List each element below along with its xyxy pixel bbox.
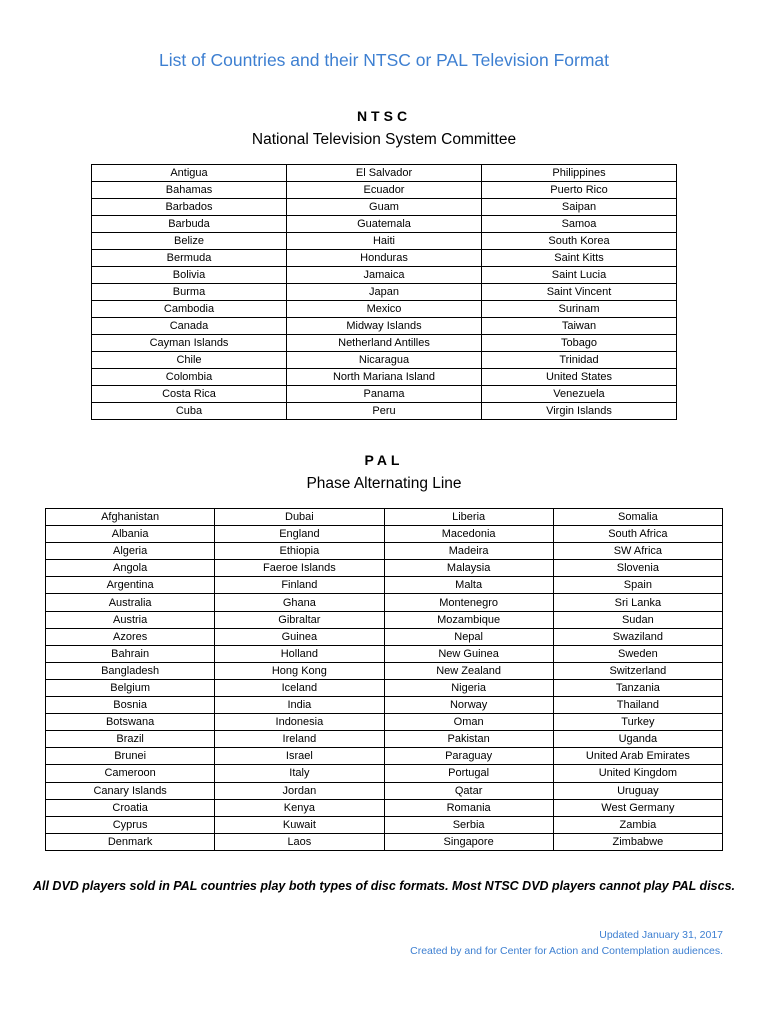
- country-cell: Honduras: [287, 250, 482, 267]
- ntsc-heading: NTSC: [356, 108, 412, 124]
- country-cell: Netherland Antilles: [287, 335, 482, 352]
- country-cell: Mexico: [287, 301, 482, 318]
- country-cell: Barbados: [92, 199, 287, 216]
- country-cell: India: [215, 697, 384, 714]
- country-cell: West Germany: [553, 799, 722, 816]
- table-row: [46, 543, 723, 560]
- country-cell: Philippines: [482, 165, 677, 182]
- country-cell: Pakistan: [384, 731, 553, 748]
- country-cell: England: [215, 526, 384, 543]
- table-row: [46, 799, 723, 816]
- table-row: [46, 560, 723, 577]
- table-row: [92, 182, 677, 199]
- pal-heading: PAL: [364, 452, 404, 468]
- country-cell: Spain: [553, 577, 722, 594]
- country-cell: Paraguay: [384, 748, 553, 765]
- country-cell: Ghana: [215, 594, 384, 611]
- table-row: [46, 509, 723, 526]
- country-cell: Saipan: [482, 199, 677, 216]
- country-cell: Saint Vincent: [482, 284, 677, 301]
- country-cell: United Arab Emirates: [553, 748, 722, 765]
- ntsc-subheading: National Television System Committee: [251, 131, 517, 148]
- country-cell: Surinam: [482, 301, 677, 318]
- country-cell: Hong Kong: [215, 662, 384, 679]
- country-cell: Trinidad: [482, 352, 677, 369]
- country-cell: New Guinea: [384, 645, 553, 662]
- country-cell: Faeroe Islands: [215, 560, 384, 577]
- country-cell: South Korea: [482, 233, 677, 250]
- country-cell: Switzerland: [553, 662, 722, 679]
- country-cell: Oman: [384, 714, 553, 731]
- country-cell: South Africa: [553, 526, 722, 543]
- table-row: [46, 594, 723, 611]
- country-cell: North Mariana Island: [287, 369, 482, 386]
- country-cell: Botswana: [46, 714, 215, 731]
- country-cell: Guam: [287, 199, 482, 216]
- country-cell: Algeria: [46, 543, 215, 560]
- country-cell: Angola: [46, 560, 215, 577]
- country-cell: Qatar: [384, 782, 553, 799]
- table-row: [92, 369, 677, 386]
- country-cell: Romania: [384, 799, 553, 816]
- country-cell: Thailand: [553, 697, 722, 714]
- country-cell: Cuba: [92, 403, 287, 420]
- country-cell: Montenegro: [384, 594, 553, 611]
- page-title: List of Countries and their NTSC or PAL Television Format: [158, 50, 609, 70]
- table-row: [46, 611, 723, 628]
- table-row: [92, 335, 677, 352]
- country-cell: Malaysia: [384, 560, 553, 577]
- country-cell: Brazil: [46, 731, 215, 748]
- country-cell: Indonesia: [215, 714, 384, 731]
- country-cell: Australia: [46, 594, 215, 611]
- country-cell: Costa Rica: [92, 386, 287, 403]
- country-cell: Taiwan: [482, 318, 677, 335]
- table-row: [46, 748, 723, 765]
- table-row: [92, 267, 677, 284]
- country-cell: Portugal: [384, 765, 553, 782]
- table-row: [46, 577, 723, 594]
- table-row: [92, 216, 677, 233]
- country-cell: Liberia: [384, 509, 553, 526]
- table-row: [46, 765, 723, 782]
- country-cell: Bolivia: [92, 267, 287, 284]
- country-cell: Guinea: [215, 628, 384, 645]
- country-cell: Singapore: [384, 833, 553, 850]
- table-row: [92, 199, 677, 216]
- country-cell: El Salvador: [287, 165, 482, 182]
- country-cell: New Zealand: [384, 662, 553, 679]
- country-cell: Bangladesh: [46, 662, 215, 679]
- country-cell: Macedonia: [384, 526, 553, 543]
- country-cell: Finland: [215, 577, 384, 594]
- country-cell: Austria: [46, 611, 215, 628]
- country-cell: Madeira: [384, 543, 553, 560]
- updated-date: Updated January 31, 2017: [599, 929, 723, 941]
- country-cell: Gibraltar: [215, 611, 384, 628]
- country-cell: Jamaica: [287, 267, 482, 284]
- table-row: [92, 301, 677, 318]
- country-cell: Israel: [215, 748, 384, 765]
- country-cell: Tanzania: [553, 679, 722, 696]
- country-cell: Cyprus: [46, 816, 215, 833]
- country-cell: Croatia: [46, 799, 215, 816]
- country-cell: Kuwait: [215, 816, 384, 833]
- table-row: [46, 645, 723, 662]
- country-cell: Iceland: [215, 679, 384, 696]
- table-row: [92, 386, 677, 403]
- country-cell: Sri Lanka: [553, 594, 722, 611]
- table-row: [92, 352, 677, 369]
- table-row: [46, 679, 723, 696]
- ntsc-country-table: [91, 164, 677, 420]
- country-cell: Guatemala: [287, 216, 482, 233]
- country-cell: Tobago: [482, 335, 677, 352]
- country-cell: Mozambique: [384, 611, 553, 628]
- table-row: [46, 714, 723, 731]
- country-cell: Cambodia: [92, 301, 287, 318]
- country-cell: Laos: [215, 833, 384, 850]
- country-cell: Peru: [287, 403, 482, 420]
- country-cell: Dubai: [215, 509, 384, 526]
- country-cell: Haiti: [287, 233, 482, 250]
- country-cell: Swaziland: [553, 628, 722, 645]
- table-row: [46, 697, 723, 714]
- country-cell: Zimbabwe: [553, 833, 722, 850]
- country-cell: Puerto Rico: [482, 182, 677, 199]
- country-cell: Canary Islands: [46, 782, 215, 799]
- country-cell: Belgium: [46, 679, 215, 696]
- country-cell: Serbia: [384, 816, 553, 833]
- country-cell: Venezuela: [482, 386, 677, 403]
- country-cell: Saint Kitts: [482, 250, 677, 267]
- country-cell: Nicaragua: [287, 352, 482, 369]
- table-row: [46, 833, 723, 850]
- table-row: [92, 233, 677, 250]
- table-row: [46, 816, 723, 833]
- table-row: [46, 782, 723, 799]
- country-cell: Zambia: [553, 816, 722, 833]
- country-cell: Bermuda: [92, 250, 287, 267]
- table-row: [46, 662, 723, 679]
- country-cell: Kenya: [215, 799, 384, 816]
- country-cell: Virgin Islands: [482, 403, 677, 420]
- country-cell: Albania: [46, 526, 215, 543]
- country-cell: Turkey: [553, 714, 722, 731]
- country-cell: Afghanistan: [46, 509, 215, 526]
- table-row: [92, 165, 677, 182]
- dvd-compatibility-note: All DVD players sold in PAL countries play both types of disc formats. Most NTSC DVD players cannot play PAL discs.: [32, 879, 735, 893]
- country-cell: Jordan: [215, 782, 384, 799]
- country-cell: Antigua: [92, 165, 287, 182]
- country-cell: Canada: [92, 318, 287, 335]
- country-cell: Sudan: [553, 611, 722, 628]
- country-cell: Burma: [92, 284, 287, 301]
- country-cell: Nepal: [384, 628, 553, 645]
- country-cell: Nigeria: [384, 679, 553, 696]
- country-cell: Uganda: [553, 731, 722, 748]
- table-row: [92, 403, 677, 420]
- country-cell: Bosnia: [46, 697, 215, 714]
- country-cell: Italy: [215, 765, 384, 782]
- country-cell: Cayman Islands: [92, 335, 287, 352]
- country-cell: Barbuda: [92, 216, 287, 233]
- country-cell: Belize: [92, 233, 287, 250]
- country-cell: Midway Islands: [287, 318, 482, 335]
- country-cell: Sweden: [553, 645, 722, 662]
- country-cell: Brunei: [46, 748, 215, 765]
- table-row: [92, 318, 677, 335]
- country-cell: Cameroon: [46, 765, 215, 782]
- table-row: [46, 526, 723, 543]
- pal-subheading: Phase Alternating Line: [306, 475, 462, 492]
- country-cell: Ecuador: [287, 182, 482, 199]
- credit-line: Created by and for Center for Action and Contemplation audiences.: [410, 945, 723, 957]
- country-cell: Slovenia: [553, 560, 722, 577]
- table-row: [92, 284, 677, 301]
- country-cell: Holland: [215, 645, 384, 662]
- country-cell: Samoa: [482, 216, 677, 233]
- country-cell: United States: [482, 369, 677, 386]
- country-cell: SW Africa: [553, 543, 722, 560]
- country-cell: Japan: [287, 284, 482, 301]
- country-cell: Ireland: [215, 731, 384, 748]
- pal-country-table: [45, 508, 723, 851]
- country-cell: Bahamas: [92, 182, 287, 199]
- country-cell: Uruguay: [553, 782, 722, 799]
- country-cell: Saint Lucia: [482, 267, 677, 284]
- country-cell: Panama: [287, 386, 482, 403]
- table-row: [92, 250, 677, 267]
- country-cell: Norway: [384, 697, 553, 714]
- table-row: [46, 628, 723, 645]
- country-cell: Denmark: [46, 833, 215, 850]
- table-row: [46, 731, 723, 748]
- country-cell: Somalia: [553, 509, 722, 526]
- country-cell: Malta: [384, 577, 553, 594]
- country-cell: Azores: [46, 628, 215, 645]
- country-cell: Chile: [92, 352, 287, 369]
- country-cell: United Kingdom: [553, 765, 722, 782]
- country-cell: Colombia: [92, 369, 287, 386]
- country-cell: Bahrain: [46, 645, 215, 662]
- country-cell: Argentina: [46, 577, 215, 594]
- country-cell: Ethiopia: [215, 543, 384, 560]
